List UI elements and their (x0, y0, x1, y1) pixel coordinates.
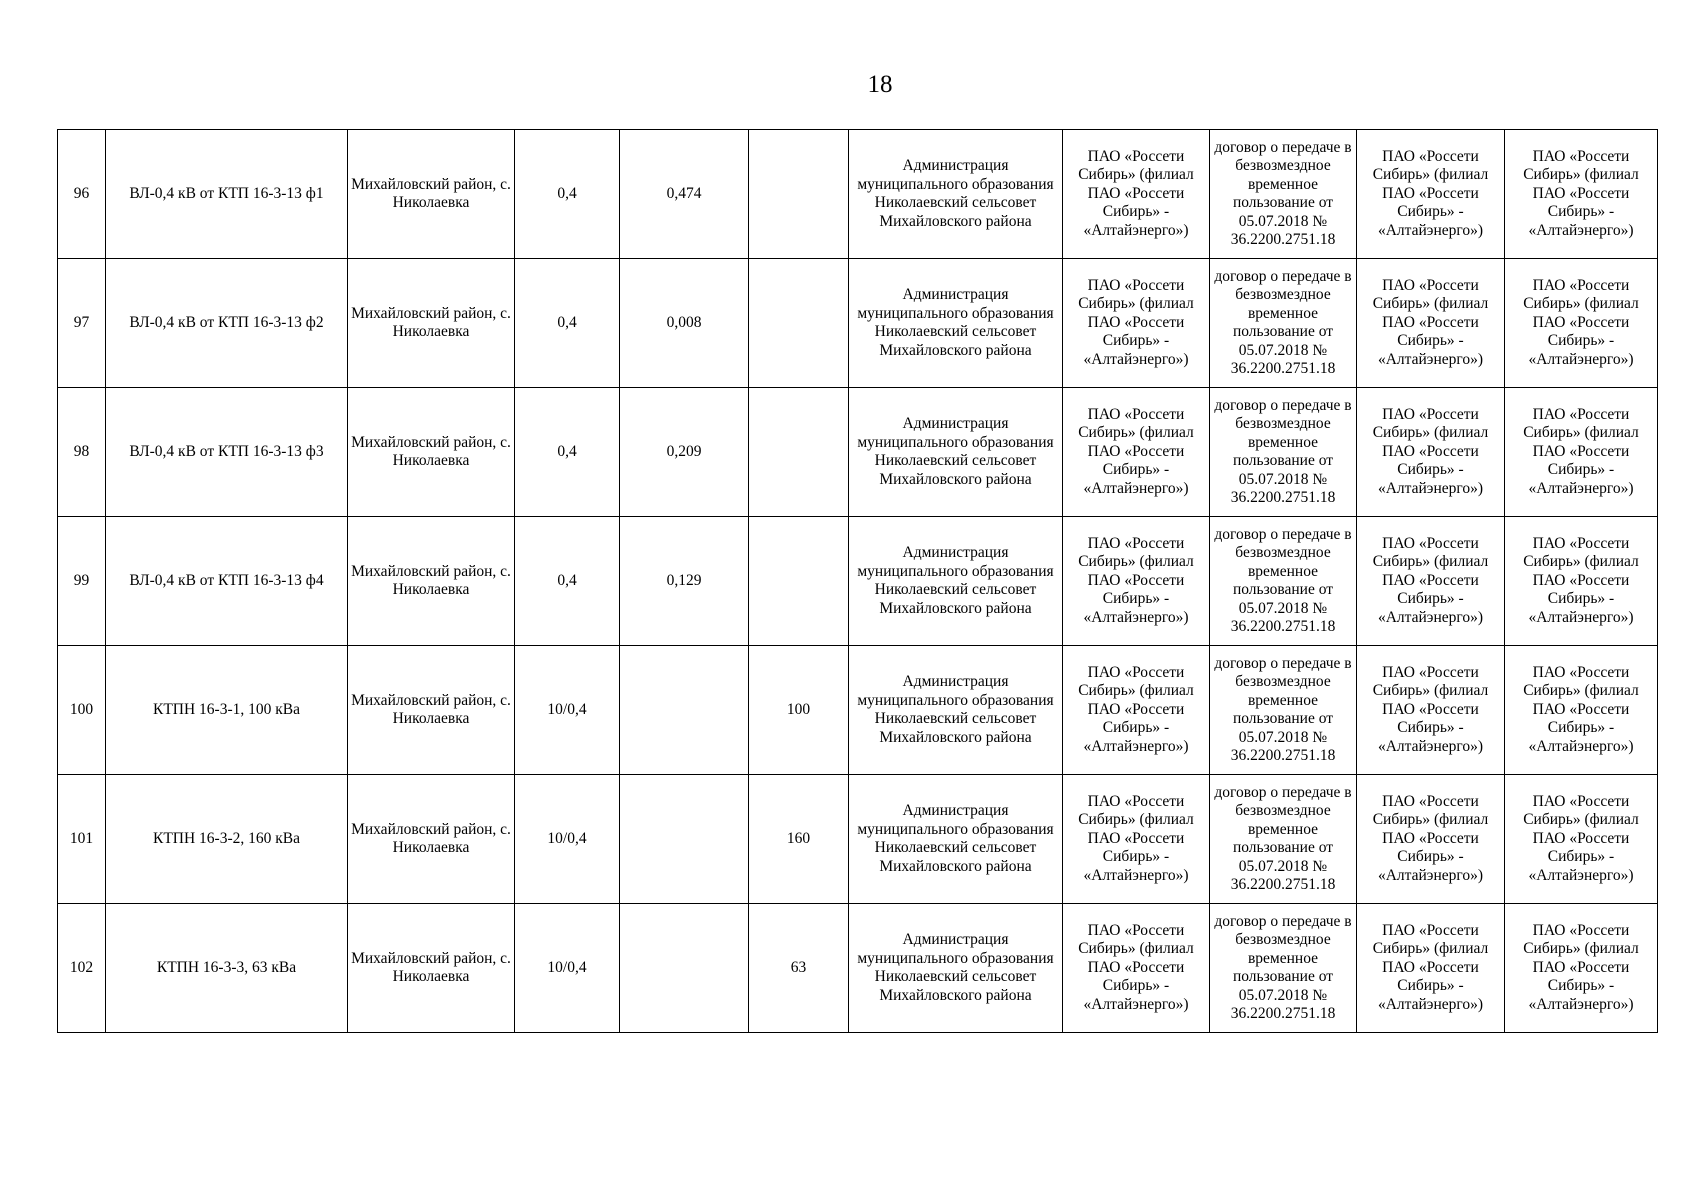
power-cell: 63 (749, 904, 849, 1033)
owner-cell: Администрация муниципального образования Николаевский сельсовет Михайловского района (849, 646, 1063, 775)
voltage-cell: 10/0,4 (515, 904, 620, 1033)
holder-org-cell: ПАО «Россети Сибирь» (филиал ПАО «Россети Сибирь» - «Алтайэнерго») (1063, 904, 1210, 1033)
length-cell (620, 775, 749, 904)
voltage-cell: 0,4 (515, 130, 620, 259)
facility-name-cell: ВЛ-0,4 кВ от КТП 16-3-13 ф1 (106, 130, 348, 259)
operator-org-cell: ПАО «Россети Сибирь» (филиал ПАО «Россети Сибирь» - «Алтайэнерго») (1357, 130, 1505, 259)
operator-org-cell: ПАО «Россети Сибирь» (филиал ПАО «Россети Сибирь» - «Алтайэнерго») (1357, 904, 1505, 1033)
contract-cell: договор о передаче в безвозмездное временное пользование от 05.07.2018 № 36.2200.2751.18 (1210, 259, 1357, 388)
service-org-cell: ПАО «Россети Сибирь» (филиал ПАО «Россети Сибирь» - «Алтайэнерго») (1505, 646, 1658, 775)
table-row (58, 388, 1658, 517)
row-number-cell: 100 (58, 646, 106, 775)
location-cell: Михайловский район, с. Николаевка (348, 517, 515, 646)
service-org-cell: ПАО «Россети Сибирь» (филиал ПАО «Россети Сибирь» - «Алтайэнерго») (1505, 517, 1658, 646)
voltage-cell: 10/0,4 (515, 775, 620, 904)
voltage-cell: 0,4 (515, 388, 620, 517)
power-cell (749, 259, 849, 388)
facility-name-cell: КТПН 16-3-1, 100 кВа (106, 646, 348, 775)
holder-org-cell: ПАО «Россети Сибирь» (филиал ПАО «Россети Сибирь» - «Алтайэнерго») (1063, 517, 1210, 646)
location-cell: Михайловский район, с. Николаевка (348, 259, 515, 388)
facilities-table (57, 129, 1658, 1033)
length-cell: 0,209 (620, 388, 749, 517)
length-cell: 0,008 (620, 259, 749, 388)
service-org-cell: ПАО «Россети Сибирь» (филиал ПАО «Россети Сибирь» - «Алтайэнерго») (1505, 259, 1658, 388)
power-cell (749, 517, 849, 646)
location-cell: Михайловский район, с. Николаевка (348, 904, 515, 1033)
facility-name-cell: КТПН 16-3-3, 63 кВа (106, 904, 348, 1033)
contract-cell: договор о передаче в безвозмездное временное пользование от 05.07.2018 № 36.2200.2751.18 (1210, 904, 1357, 1033)
owner-cell: Администрация муниципального образования Николаевский сельсовет Михайловского района (849, 388, 1063, 517)
location-cell: Михайловский район, с. Николаевка (348, 646, 515, 775)
owner-cell: Администрация муниципального образования Николаевский сельсовет Михайловского района (849, 259, 1063, 388)
length-cell (620, 646, 749, 775)
table-row (58, 130, 1658, 259)
voltage-cell: 10/0,4 (515, 646, 620, 775)
owner-cell: Администрация муниципального образования Николаевский сельсовет Михайловского района (849, 775, 1063, 904)
location-cell: Михайловский район, с. Николаевка (348, 388, 515, 517)
operator-org-cell: ПАО «Россети Сибирь» (филиал ПАО «Россети Сибирь» - «Алтайэнерго») (1357, 388, 1505, 517)
row-number-cell: 98 (58, 388, 106, 517)
length-cell: 0,474 (620, 130, 749, 259)
holder-org-cell: ПАО «Россети Сибирь» (филиал ПАО «Россети Сибирь» - «Алтайэнерго») (1063, 130, 1210, 259)
holder-org-cell: ПАО «Россети Сибирь» (филиал ПАО «Россети Сибирь» - «Алтайэнерго») (1063, 388, 1210, 517)
voltage-cell: 0,4 (515, 259, 620, 388)
contract-cell: договор о передаче в безвозмездное временное пользование от 05.07.2018 № 36.2200.2751.18 (1210, 646, 1357, 775)
facility-name-cell: ВЛ-0,4 кВ от КТП 16-3-13 ф4 (106, 517, 348, 646)
operator-org-cell: ПАО «Россети Сибирь» (филиал ПАО «Россети Сибирь» - «Алтайэнерго») (1357, 259, 1505, 388)
row-number-cell: 99 (58, 517, 106, 646)
length-cell (620, 904, 749, 1033)
facility-name-cell: КТПН 16-3-2, 160 кВа (106, 775, 348, 904)
contract-cell: договор о передаче в безвозмездное временное пользование от 05.07.2018 № 36.2200.2751.18 (1210, 130, 1357, 259)
row-number-cell: 97 (58, 259, 106, 388)
owner-cell: Администрация муниципального образования Николаевский сельсовет Михайловского района (849, 130, 1063, 259)
operator-org-cell: ПАО «Россети Сибирь» (филиал ПАО «Россети Сибирь» - «Алтайэнерго») (1357, 517, 1505, 646)
power-cell: 160 (749, 775, 849, 904)
holder-org-cell: ПАО «Россети Сибирь» (филиал ПАО «Россети Сибирь» - «Алтайэнерго») (1063, 646, 1210, 775)
power-cell (749, 130, 849, 259)
holder-org-cell: ПАО «Россети Сибирь» (филиал ПАО «Россети Сибирь» - «Алтайэнерго») (1063, 259, 1210, 388)
facility-name-cell: ВЛ-0,4 кВ от КТП 16-3-13 ф2 (106, 259, 348, 388)
location-cell: Михайловский район, с. Николаевка (348, 130, 515, 259)
owner-cell: Администрация муниципального образования Николаевский сельсовет Михайловского района (849, 517, 1063, 646)
contract-cell: договор о передаче в безвозмездное временное пользование от 05.07.2018 № 36.2200.2751.18 (1210, 388, 1357, 517)
length-cell: 0,129 (620, 517, 749, 646)
location-cell: Михайловский район, с. Николаевка (348, 775, 515, 904)
holder-org-cell: ПАО «Россети Сибирь» (филиал ПАО «Россети Сибирь» - «Алтайэнерго») (1063, 775, 1210, 904)
table-row (58, 775, 1658, 904)
owner-cell: Администрация муниципального образования Николаевский сельсовет Михайловского района (849, 904, 1063, 1033)
facility-name-cell: ВЛ-0,4 кВ от КТП 16-3-13 ф3 (106, 388, 348, 517)
table-row (58, 259, 1658, 388)
table-row (58, 517, 1658, 646)
service-org-cell: ПАО «Россети Сибирь» (филиал ПАО «Россети Сибирь» - «Алтайэнерго») (1505, 388, 1658, 517)
service-org-cell: ПАО «Россети Сибирь» (филиал ПАО «Россети Сибирь» - «Алтайэнерго») (1505, 130, 1658, 259)
table-row (58, 904, 1658, 1033)
voltage-cell: 0,4 (515, 517, 620, 646)
row-number-cell: 96 (58, 130, 106, 259)
row-number-cell: 101 (58, 775, 106, 904)
contract-cell: договор о передаче в безвозмездное временное пользование от 05.07.2018 № 36.2200.2751.18 (1210, 517, 1357, 646)
row-number-cell: 102 (58, 904, 106, 1033)
operator-org-cell: ПАО «Россети Сибирь» (филиал ПАО «Россети Сибирь» - «Алтайэнерго») (1357, 646, 1505, 775)
table-row (58, 646, 1658, 775)
contract-cell: договор о передаче в безвозмездное временное пользование от 05.07.2018 № 36.2200.2751.18 (1210, 775, 1357, 904)
page-number: 18 (867, 71, 893, 98)
power-cell: 100 (749, 646, 849, 775)
operator-org-cell: ПАО «Россети Сибирь» (филиал ПАО «Россети Сибирь» - «Алтайэнерго») (1357, 775, 1505, 904)
service-org-cell: ПАО «Россети Сибирь» (филиал ПАО «Россети Сибирь» - «Алтайэнерго») (1505, 904, 1658, 1033)
service-org-cell: ПАО «Россети Сибирь» (филиал ПАО «Россети Сибирь» - «Алтайэнерго») (1505, 775, 1658, 904)
table-body (58, 130, 1658, 1033)
power-cell (749, 388, 849, 517)
